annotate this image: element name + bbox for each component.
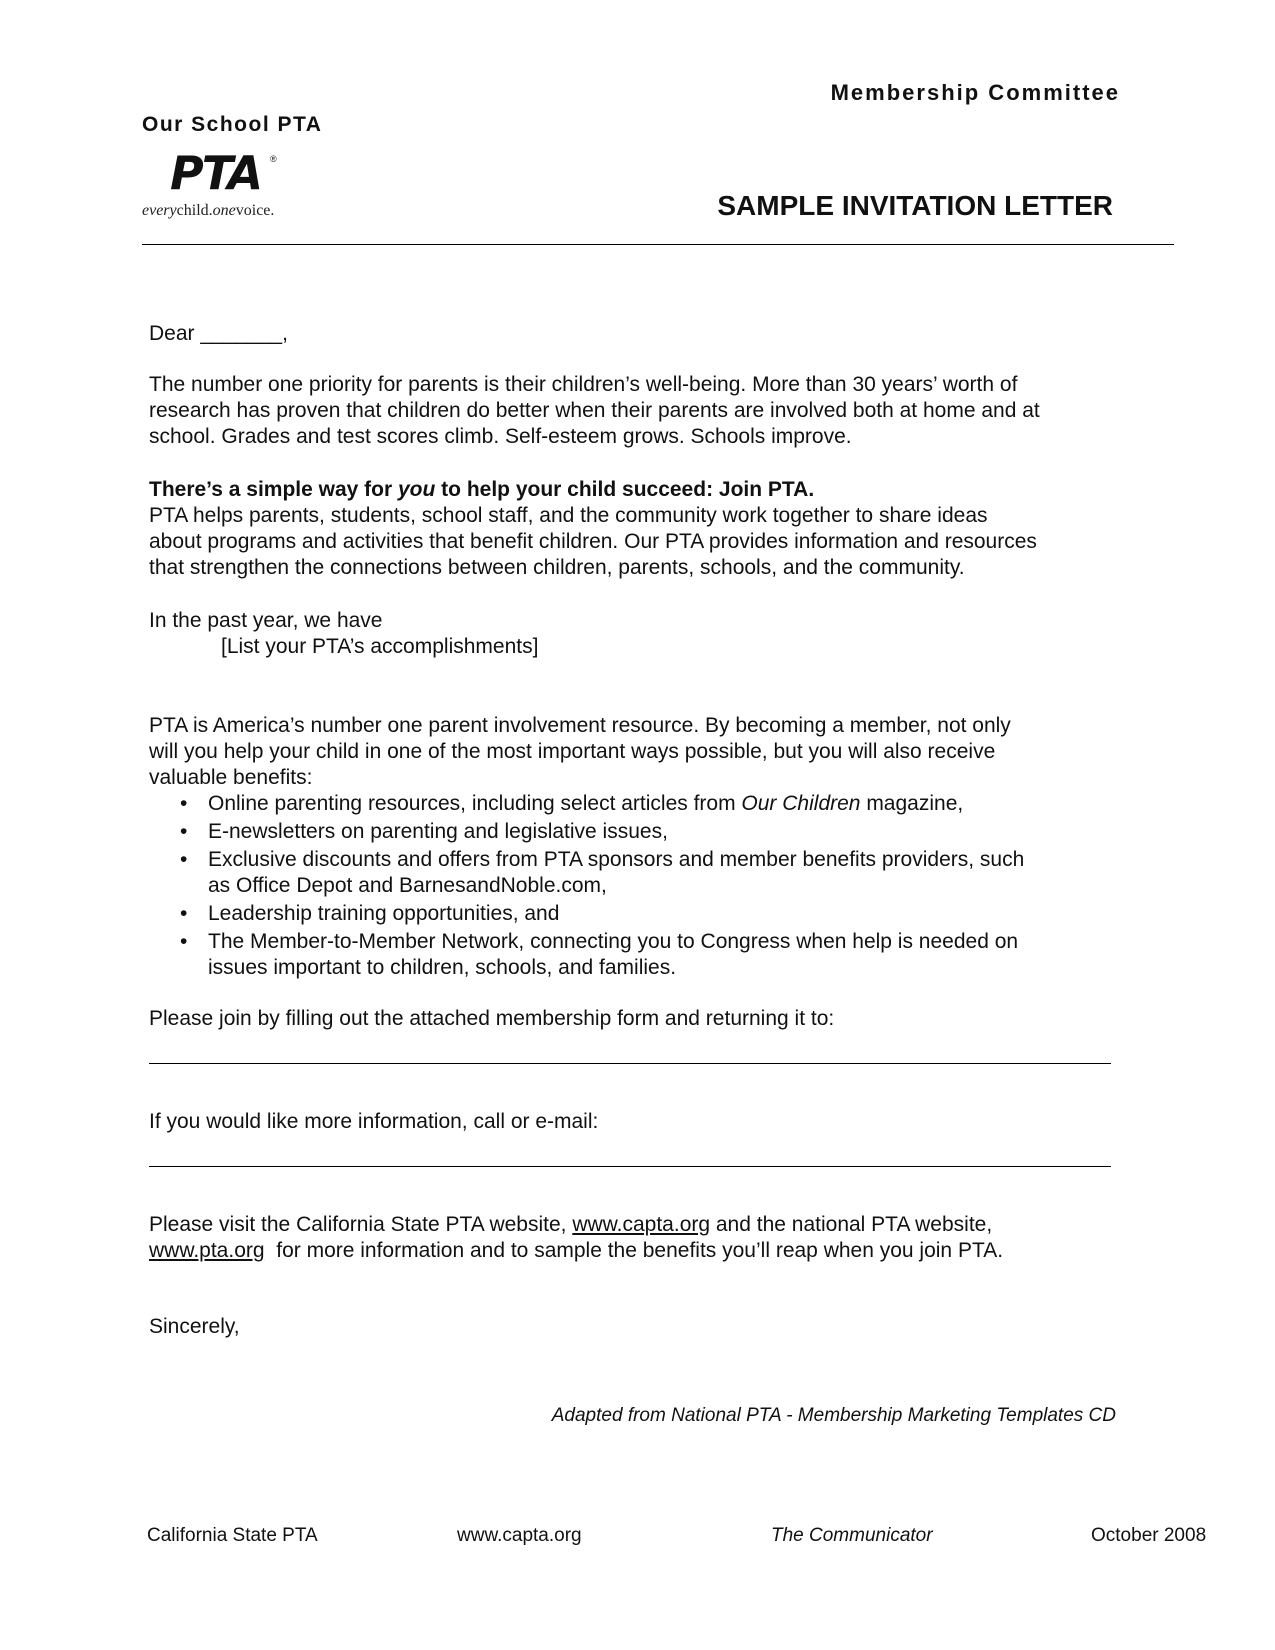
contact-info-blank	[149, 1166, 1111, 1167]
visit-text-mid: and the national PTA website,	[710, 1213, 993, 1236]
tagline-one: one	[212, 202, 236, 219]
visit-line	[149, 1238, 1109, 1264]
benefit-text: E-newsletters on parenting and legislative issues,	[208, 820, 668, 843]
salutation: Dear _______,	[149, 322, 288, 345]
visit-paragraph	[149, 1212, 1109, 1264]
benefit-text-cont: as Office Depot and BarnesandNoble.com,	[208, 874, 607, 897]
lead-emphasis: you	[398, 478, 436, 501]
tagline-every: every	[142, 202, 177, 219]
lead-sentence	[149, 477, 1109, 503]
pta-logo-mark: PTA	[170, 146, 262, 200]
benefit-text-end: magazine,	[860, 792, 964, 815]
header-divider	[142, 244, 1174, 245]
list-item	[149, 847, 1109, 899]
footer-site: www.capta.org	[457, 1525, 582, 1546]
intro-paragraph	[149, 372, 1109, 450]
visit-text: Please visit the California State PTA website,	[149, 1213, 573, 1236]
benefit-text: Exclusive discounts and offers from PTA sponsors and member benefits providers, such	[208, 848, 1025, 871]
tagline-voice: voice.	[235, 202, 275, 219]
more-info-text: If you would like more information, call or e-mail:	[149, 1110, 599, 1133]
benefit-text-cont: issues important to children, schools, and families.	[208, 956, 677, 979]
lead-text-end: to help your child succeed: Join PTA.	[435, 478, 815, 501]
bullet: •	[180, 820, 188, 843]
benefits-line: valuable benefits:	[149, 766, 313, 789]
benefits-line: will you help your child in one of the most important ways possible, but you will also receive	[149, 740, 996, 763]
visit-line	[149, 1212, 1109, 1238]
intro-line: school. Grades and test scores climb. Self-esteem grows. Schools improve.	[149, 425, 852, 448]
source-attribution: Adapted from National PTA - Membership Marketing Templates CD	[551, 1405, 1116, 1426]
join-paragraph	[149, 477, 1109, 581]
join-line: about programs and activities that benefit children. Our PTA provides information and resources	[149, 530, 1037, 553]
intro-line: The number one priority for parents is their children’s well-being. More than 30 years’ worth of	[149, 373, 1018, 396]
document-title: SAMPLE INVITATION LETTER	[717, 190, 1113, 221]
bullet: •	[180, 848, 188, 871]
benefits-list	[149, 791, 1109, 983]
bullet: •	[180, 930, 188, 953]
school-name: Our School PTA	[142, 113, 323, 136]
list-item	[149, 819, 1109, 845]
benefit-text: Leadership training opportunities, and	[208, 902, 560, 925]
capta-link[interactable]: www.capta.org	[572, 1213, 711, 1236]
benefit-text: Online parenting resources, including select articles from	[208, 792, 742, 815]
bullet: •	[180, 902, 188, 925]
tagline-child: child.	[176, 202, 213, 219]
past-year-text: In the past year, we have	[149, 609, 383, 632]
closing: Sincerely,	[149, 1315, 240, 1338]
lead-text: There’s a simple way for	[149, 478, 398, 501]
benefits-line: PTA is America’s number one parent involvement resource. By becoming a member, not only	[149, 714, 1011, 737]
list-item	[149, 929, 1109, 981]
footer-org: California State PTA	[147, 1525, 318, 1546]
benefit-text: The Member-to-Member Network, connecting you to Congress when help is needed on	[208, 930, 1019, 953]
return-address-blank	[149, 1063, 1111, 1064]
join-line: PTA helps parents, students, school staff, and the community work together to share ideas	[149, 504, 988, 527]
list-item	[149, 901, 1109, 927]
footer-publication: The Communicator	[771, 1525, 933, 1546]
intro-line: research has proven that children do better when their parents are involved both at home and at	[149, 399, 1040, 422]
pta-link[interactable]: www.pta.org	[149, 1239, 265, 1262]
magazine-title: Our Children	[741, 792, 861, 815]
visit-text-end: for more information and to sample the benefits you’ll reap when you join PTA.	[264, 1239, 1004, 1262]
accomplishments-placeholder: [List your PTA’s accomplishments]	[221, 635, 539, 658]
join-line: that strengthen the connections between children, parents, schools, and the community.	[149, 556, 965, 579]
footer-date: October 2008	[1091, 1525, 1207, 1546]
list-item	[149, 791, 1109, 817]
committee-heading: Membership Committee	[830, 80, 1120, 105]
bullet: •	[180, 792, 188, 815]
benefits-paragraph	[149, 713, 1109, 791]
registered-mark: ®	[270, 154, 277, 164]
join-instructions: Please join by filling out the attached membership form and returning it to:	[149, 1007, 835, 1030]
